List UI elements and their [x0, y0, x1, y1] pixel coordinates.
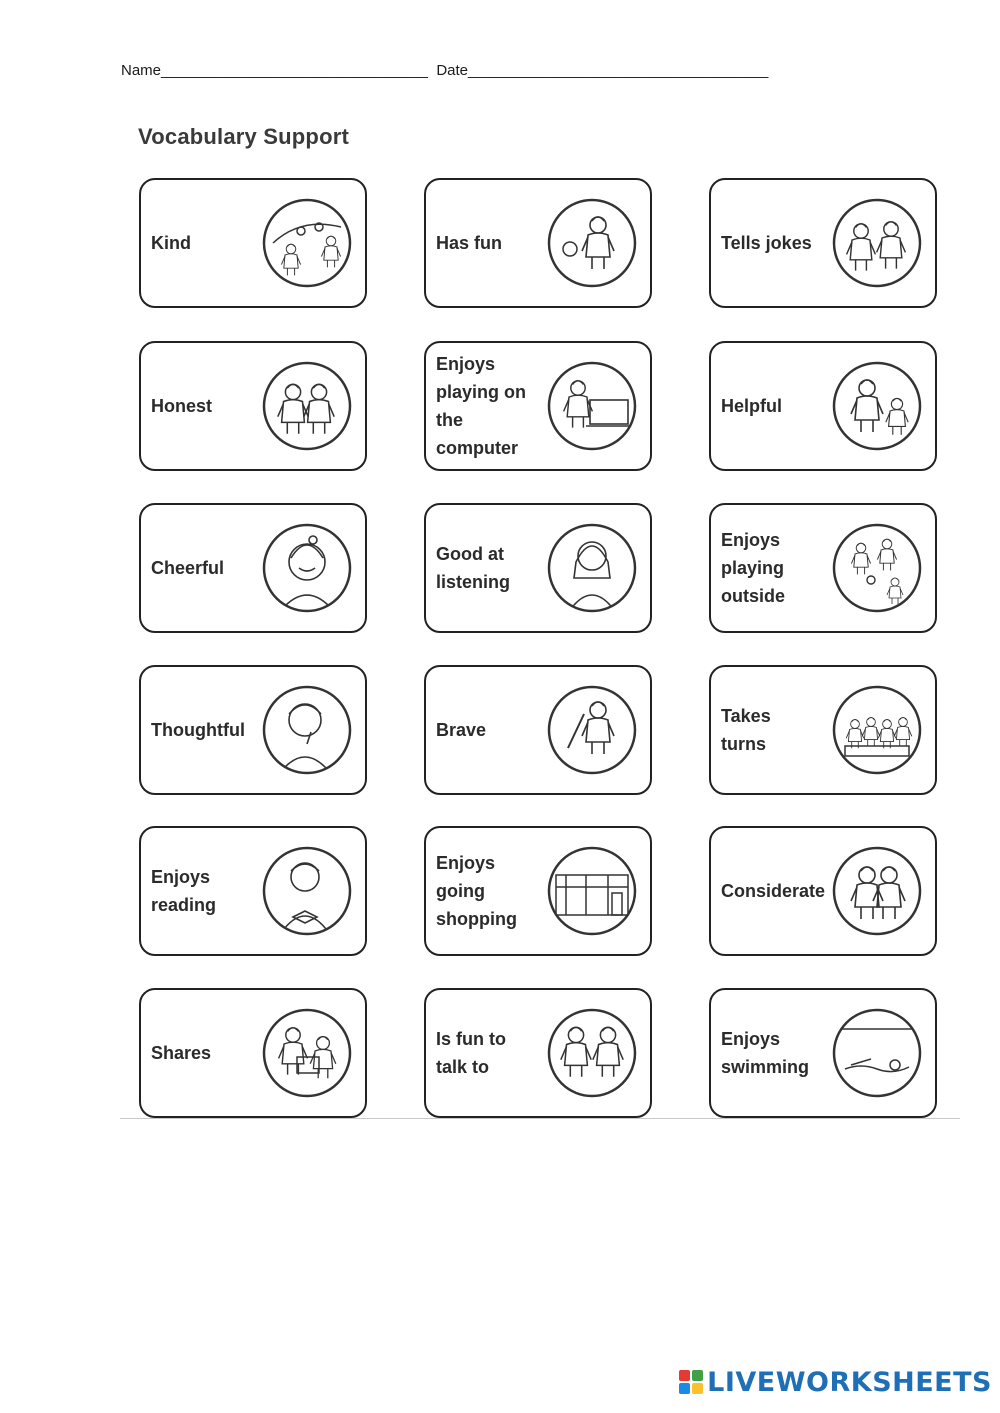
brave-illustration-icon	[546, 684, 638, 776]
vocabulary-card-label: Is fun to talk to	[436, 1029, 506, 1077]
vocabulary-card-label: Cheerful	[151, 558, 225, 578]
name-field-label[interactable]: Name________________________________	[121, 62, 428, 79]
vocabulary-card	[424, 988, 652, 1118]
vocabulary-card-label: Helpful	[721, 396, 782, 416]
has-fun-illustration-icon	[546, 197, 638, 289]
vocabulary-card	[424, 665, 652, 795]
talk-to-illustration-icon	[546, 1007, 638, 1099]
liveworksheets-logo	[679, 1365, 992, 1399]
cut-off-mask	[120, 1119, 960, 1159]
vocabulary-card	[709, 988, 937, 1118]
vocabulary-card	[709, 826, 937, 956]
vocabulary-card-label: Tells jokes	[721, 233, 812, 253]
shares-illustration-icon	[261, 1007, 353, 1099]
page-cut-line	[120, 1118, 960, 1119]
reading-illustration-icon	[261, 845, 353, 937]
thoughtful-illustration-icon	[261, 684, 353, 776]
vocabulary-card-label: Enjoys playing outside	[721, 530, 786, 606]
honest-illustration-icon	[261, 360, 353, 452]
vocabulary-card	[424, 503, 652, 633]
vocabulary-card-label: Good at listening	[436, 544, 511, 592]
vocabulary-card	[139, 341, 367, 471]
vocabulary-card-label: Has fun	[436, 233, 503, 253]
swimming-illustration-icon	[831, 1007, 923, 1099]
vocabulary-card	[139, 503, 367, 633]
vocabulary-card	[424, 341, 652, 471]
vocabulary-card-label: Brave	[436, 720, 487, 740]
vocabulary-card	[139, 988, 367, 1118]
liveworksheets-wordmark: LIVEWORKSHEETS	[707, 1366, 992, 1398]
vocabulary-card-label: Shares	[151, 1043, 212, 1063]
helpful-illustration-icon	[831, 360, 923, 452]
vocabulary-card-label: Takes turns	[721, 706, 771, 754]
vocabulary-card	[139, 665, 367, 795]
vocabulary-card-label: Thoughtful	[151, 720, 245, 740]
vocabulary-card-label: Enjoys playing on the computer	[436, 354, 526, 458]
vocabulary-card-label: Honest	[151, 396, 213, 416]
listening-illustration-icon	[546, 522, 638, 614]
kind-illustration-icon	[261, 197, 353, 289]
date-field-label[interactable]: Date____________________________________	[436, 62, 769, 79]
playing-outside-illustration-icon	[831, 522, 923, 614]
vocabulary-card	[424, 826, 652, 956]
vocabulary-card	[709, 665, 937, 795]
tells-jokes-illustration-icon	[831, 197, 923, 289]
vocabulary-card	[139, 178, 367, 308]
considerate-illustration-icon	[831, 845, 923, 937]
shopping-illustration-icon	[546, 845, 638, 937]
vocabulary-card-label: Enjoys reading	[151, 867, 217, 915]
vocabulary-card	[424, 178, 652, 308]
vocabulary-card	[709, 341, 937, 471]
vocabulary-card-label: Considerate	[721, 881, 826, 901]
vocabulary-card	[709, 178, 937, 308]
vocabulary-card	[709, 503, 937, 633]
cheerful-illustration-icon	[261, 522, 353, 614]
vocabulary-card	[139, 826, 367, 956]
computer-illustration-icon	[546, 360, 638, 452]
liveworksheets-badge-icon	[679, 1370, 703, 1394]
takes-turns-illustration-icon	[831, 684, 923, 776]
page-title: Vocabulary Support	[138, 124, 349, 149]
vocabulary-card-label: Enjoys swimming	[721, 1029, 810, 1077]
vocabulary-card-label: Enjoys going shopping	[436, 853, 517, 929]
vocabulary-card-label: Kind	[151, 233, 191, 253]
